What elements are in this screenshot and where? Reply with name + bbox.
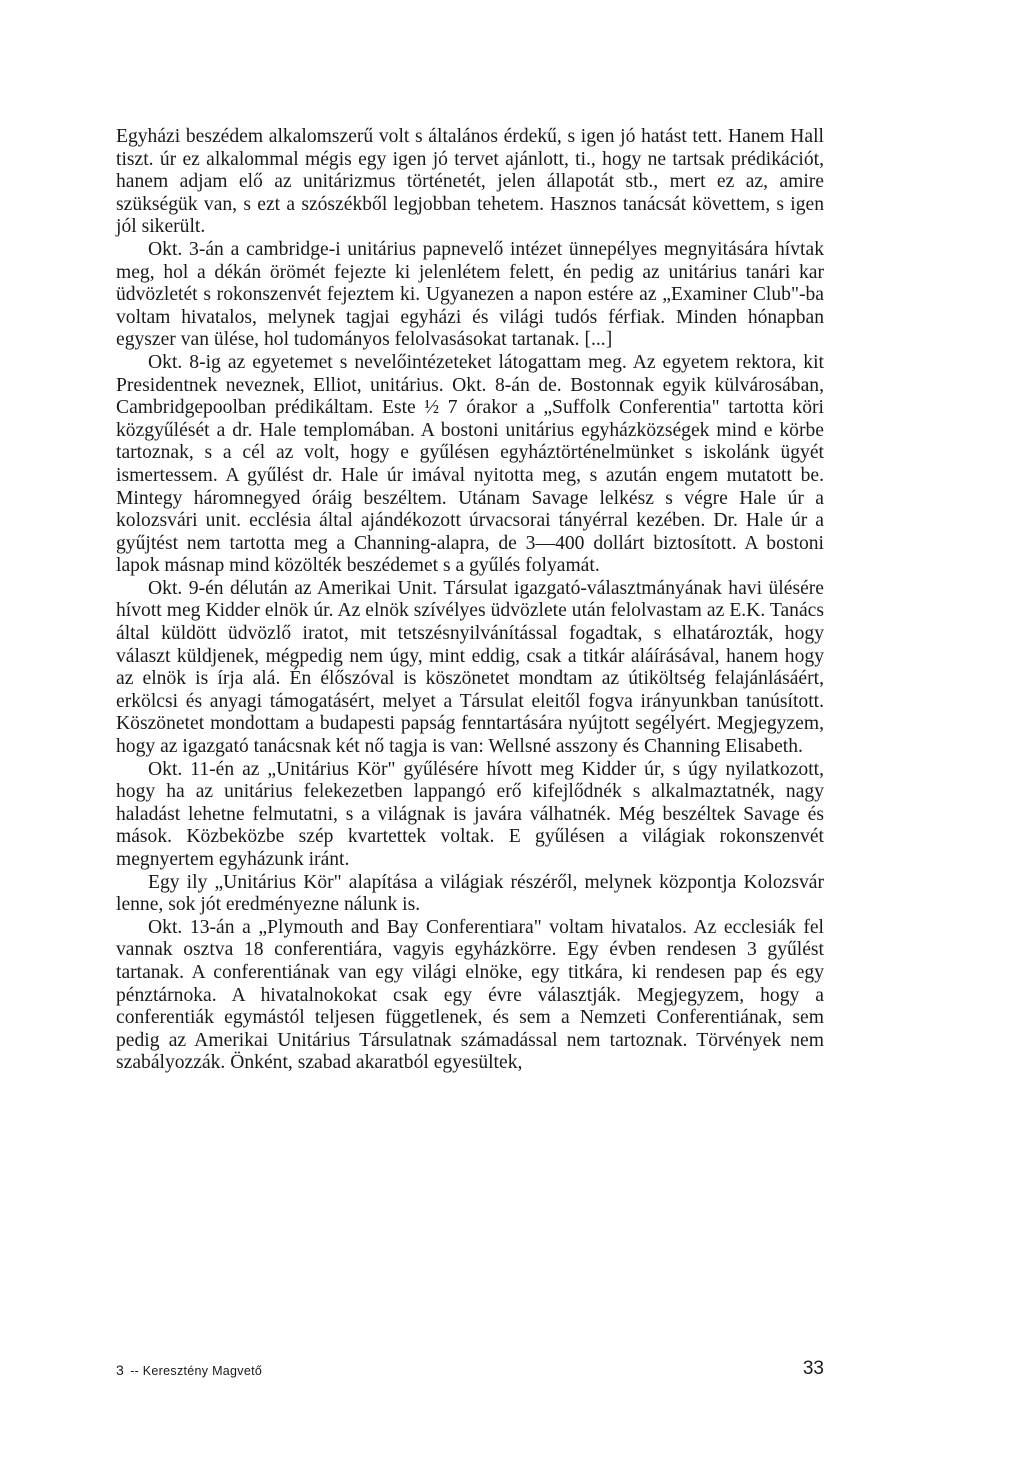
page-footer: [116, 1358, 824, 1382]
printer-signature: [116, 1362, 262, 1378]
paragraph: Okt. 9-én délután az Amerikai Unit. Társulat igazgató-választmányának havi ülésére hívott meg Kidder elnök úr. Az elnök szívélyes üdvözlete után felolvastam az E.K. Tanács által küldött üdvözlő iratot, mit tetszésnyilvánítással fogadtak, s elhatározták, hogy választ küldjenek, mégpedig nem úgy, mint eddig, csak a titkár aláírásával, hanem hogy az elnök is írja alá. Én élőszóval is köszönetet mondtam az útiköltség felajánlásáért, erkölcsi és anyagi támogatásért, melyet a Társulat eleitől fogva irányunkban tanúsított. Köszönetet mondottam a budapesti papság fenntartására nyújtott segélyért. Megjegyzem, hogy az igazgató tanácsnak két nő tagja is van: Wellsné asszony és Channing Elisabeth.: [116, 577, 824, 758]
signature-text: -- Keresztény Magvető: [130, 1364, 263, 1378]
paragraph: Egyházi beszédem alkalomszerű volt s általános érdekű, s igen jó hatást tett. Hanem Hall tiszt. úr ez alkalommal mégis egy igen jó tervet ajánlott, ti., hogy ne tartsak prédikációt, hanem adjam elő az unitárizmus történetét, jelen állapotát stb., mert ez az, amire szükségük van, s ezt a szószékből legjobban tehetem. Hasznos tanácsát követtem, s igen jól sikerült.: [116, 126, 824, 238]
page-body: [116, 126, 824, 1075]
paragraph: Okt. 8-ig az egyetemet s nevelőintézeteket látogattam meg. Az egyetem rektora, kit Presidentnek neveznek, Elliot, unitárius. Okt. 8-án de. Bostonnak egyik külvárosában, Cambridgepoolban prédikáltam. Este ½ 7 órakor a „Suffolk Conferentia" tartotta köri közgyűlését a dr. Hale templomában. A bostoni unitárius egyházközségek mind e körbe tartoznak, s a cél az volt, hogy e gyűlésen egyháztörténelmünket s iskolánk ügyét ismertessem. A gyűlést dr. Hale úr imával nyitotta meg, s azután engem mutatott be. Mintegy háromnegyed óráig beszéltem. Utánam Savage lelkész s végre Hale úr a kolozsvári unit. ecclésia által ajándékozott úrvacsorai tányérral kezében. Dr. Hale úr a gyűjtést nem tartotta meg a Channing-alapra, de 3—400 dollárt biztosított. A bostoni lapok másnap mind közölték beszédemet s a gyűlés folyamát.: [116, 351, 824, 577]
paragraph: Okt. 13-án a „Plymouth and Bay Conferentiara" voltam hivatalos. Az ecclesiák fel vannak osztva 18 conferentiára, vagyis egyházkörre. Egy évben rendesen 3 gyűlést tartanak. A conferentiának van egy világi elnöke, egy titkára, ki rendesen pap és egy pénztárnoka. A hivatalnokokat csak egy évre választják. Megjegyzem, hogy a conferentiák egymástól teljesen függetlenek, és sem a Nemzeti Conferentiának, sem pedig az Amerikai Unitárius Társulatnak számadással nem tartoznak. Törvények nem szabályozzák. Önként, szabad akaratból egyesültek,: [116, 916, 824, 1074]
paragraph: Egy ily „Unitárius Kör" alapítása a világiak részéről, melynek központja Kolozsvár lenne, sok jót eredményezne nálunk is.: [116, 871, 824, 916]
paragraph: Okt. 11-én az „Unitárius Kör" gyűlésére hívott meg Kidder úr, s úgy nyilatkozott, hogy ha az unitárius felekezetben lappangó erő kifejlődnék s alkalmaztatnék, nagy haladást lehetne felmutatni, s a világnak is javára válhatnék. Még beszéltek Savage és mások. Közbeközbe szép kvartettek voltak. E gyűlésen a világiak rokonszenvét megnyertem egyházunk iránt.: [116, 758, 824, 870]
paragraph: Okt. 3-án a cambridge-i unitárius papnevelő intézet ünnepélyes megnyitására hívtak meg, hol a dékán örömét fejezte ki jelenlétem felett, én pedig az unitárius tanári kar üdvözletét s rokonszenvét fejeztem ki. Ugyanezen a napon estére az „Examiner Club"-ba voltam hivatalos, melynek tagjai egyházi és világi tudós férfiak. Minden hónapban egyszer van ülése, hol tudományos felolvasásokat tartanak. [...]: [116, 238, 824, 351]
page-number: 33: [802, 1358, 824, 1379]
signature-number: 3: [116, 1362, 125, 1378]
